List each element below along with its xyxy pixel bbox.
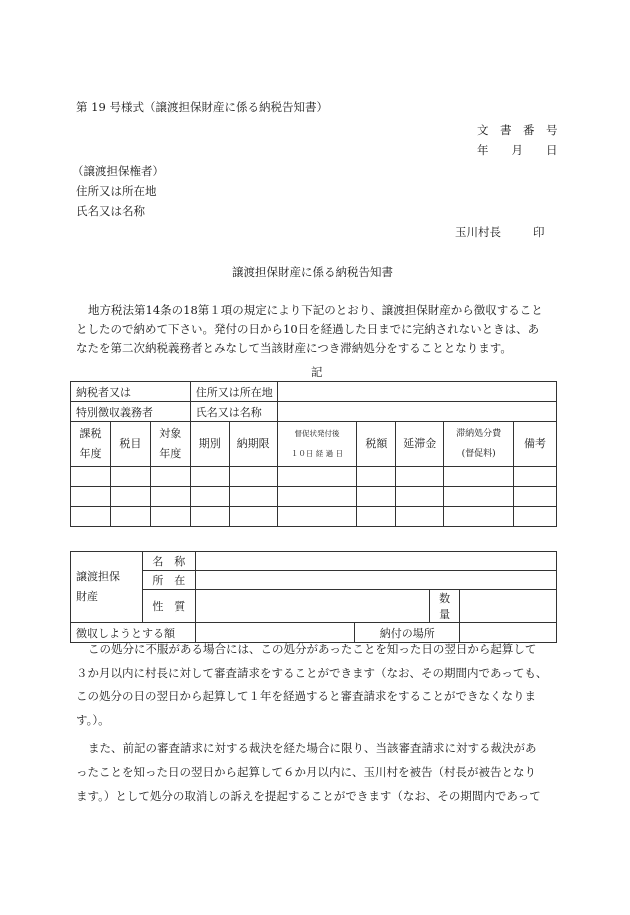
lawsuit-line: ます。）として処分の取消しの訴えを提起することができます（なお、その期間内であって [76,789,541,803]
lawsuit-paragraph [76,736,557,808]
appeal-paragraph [76,638,557,732]
payment-place-label: 納付の場所 [355,623,460,643]
form-number: 第 19 号様式（譲渡担保財産に係る納税告知書） [76,100,328,114]
date: 年 月 日 [477,143,558,157]
seal-mark: 印 [533,225,545,239]
column-header: 備考 [514,422,557,467]
taxpayer-label-1: 納税者又は [71,382,191,402]
address-label: 住所又は所在地 [190,382,277,402]
property-location-value [195,571,556,590]
table-row [71,467,557,487]
document-title: 譲渡担保財産に係る納税告知書 [232,265,393,279]
column-header: 税額 [357,422,396,467]
amount-label: 徴収しようとする額 [71,623,196,643]
property-quantity-label: 数 量 [430,590,460,623]
property-nature-label: 性 質 [142,590,195,623]
lawsuit-line: ったことを知った日の翌日から起算して６か月以内に、玉川村を被告（村長が被告となり [76,765,536,779]
column-header: 滞納処分費 (督促料) [444,422,514,467]
appeal-line: ３か月以内に村長に対して審査請求をすることができます（なお、その期間内であっても、 [76,665,548,680]
taxpayer-label-2: 特別徴収義務者 [71,402,191,422]
property-quantity-value [460,590,557,623]
column-header: 納期限 [229,422,277,467]
document-number: 文 書 番 号 [477,123,558,137]
column-header: 課税 年度 [71,422,111,467]
column-header: 対象 年度 [150,422,190,467]
appeal-line: この処分の日の翌日から起算して１年を経過すると審査請求をすることができなくなりま [76,689,536,703]
column-header: 期別 [190,422,229,467]
column-header: 税目 [110,422,150,467]
name-label: 氏名又は名称 [190,402,277,422]
addressee-address: 住所又は所在地 [76,184,157,198]
table-row [71,487,557,507]
property-name-label: 名 称 [142,552,195,571]
address-value [277,382,556,402]
property-label: 譲渡担保 財産 [71,552,143,623]
issuer: 玉川村長 [455,225,501,239]
table-row [71,507,557,527]
appeal-line: この処分に不服がある場合には、この処分があったことを知った日の翌日から起算して [88,642,537,656]
name-value [277,402,556,422]
intro-line: としたので納めて下さい。発付の日から10日を経過した日までに完納されないときは、あ [76,322,540,337]
appeal-line: す。）。 [76,712,110,727]
intro-paragraph [76,301,557,359]
ki-heading: 記 [311,365,323,379]
addressee-name: 氏名又は名称 [76,204,145,218]
intro-line: なたを第二次納税義務者とみなして当該財産につき滞納処分をすることとなります。 [76,341,512,356]
column-header: 督促状発付後 １０日 経 過 日 [277,422,357,467]
property-location-label: 所 在 [142,571,195,590]
property-table [70,551,557,643]
intro-line: 地方税法第14条の18第１項の規定により下記のとおり、譲渡担保財産から徴収すること [88,303,543,317]
addressee-role: （譲渡担保権者） [72,164,164,178]
property-name-value [195,552,556,571]
lawsuit-line: また、前記の審査請求に対する裁決を経た場合に限り、当該審査請求に対する裁決があ [88,741,537,755]
tax-table [70,381,557,527]
property-nature-value [195,590,429,623]
column-header: 延滞金 [396,422,444,467]
